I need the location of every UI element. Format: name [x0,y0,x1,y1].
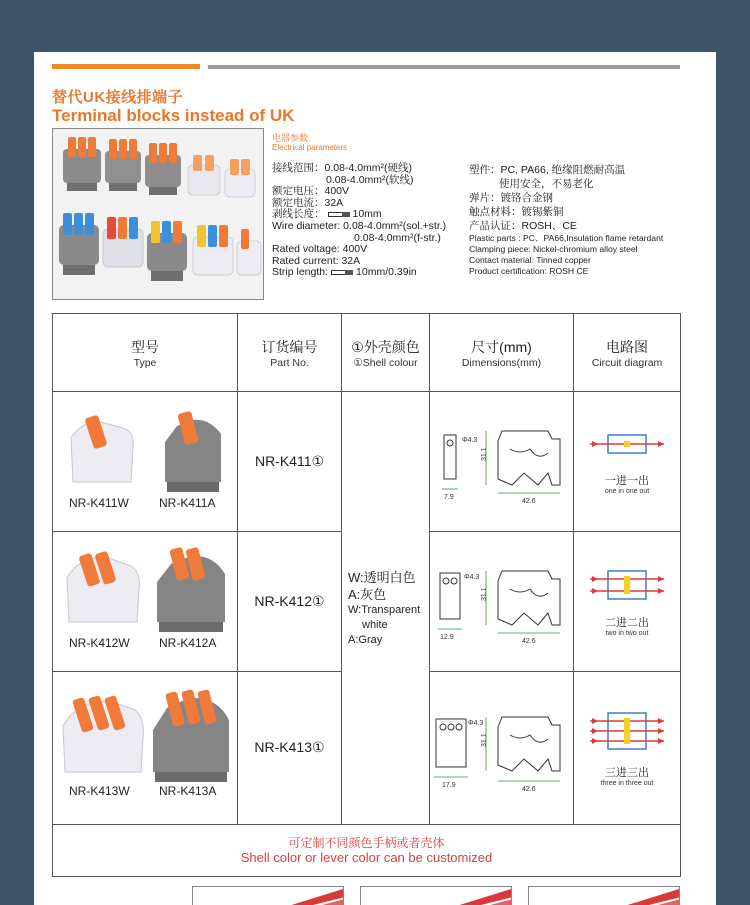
dimension-drawing-k411 [430,409,574,509]
dim-diameter: Φ4.3 [464,574,480,581]
strip-length-en-label: Strip length: [272,266,329,279]
strip-length-cn-value: 10mm [352,208,382,221]
wire-image [193,887,344,905]
part-no-cell [238,392,342,532]
strip-length-en-value: 10mm/0.39in [356,266,417,279]
mixed-terminal [103,217,143,267]
colour-a-cn: A:灰色 [348,586,387,602]
cert-en: Product certification: ROSH CE [469,266,589,276]
circuit-diagram-k412 [582,567,672,603]
bottom-card [360,886,512,905]
circuit-label-en: two in two out [605,629,649,637]
circuit-cell [574,392,681,532]
header-dimensions [430,314,574,392]
circuit-diagram-k413 [582,709,672,753]
divider-bar [208,65,680,69]
model-image-k413 [53,682,238,792]
model-cell-inner [53,392,237,531]
dim-height: 31.1 [481,732,488,747]
model-cell-inner [53,532,237,671]
wire-image [361,887,512,905]
strip-length-en [272,267,446,279]
header-circuit-cn: 电路图 [606,338,648,355]
colour-list [342,569,429,648]
wire-strip-icon [331,270,353,275]
circuit-label-en: one in one out [604,487,650,495]
wire-strip-icon [328,212,350,217]
title-en: Terminal blocks instead of UK [52,106,295,125]
bottom-card [528,886,680,905]
circuit-cell [574,672,681,825]
plastic-en: Plastic parts : PC、PA66,Insulation flame retardant [469,233,664,243]
product-photo-svg [53,129,264,300]
header-dimensions-cn: 尺寸(mm) [471,338,532,355]
wire-range-cn-2: 0.08-4.0mm²(软线) [326,173,414,186]
dim-length: 42.6 [522,498,536,505]
material-params [469,163,663,277]
dimension-cell [430,532,574,672]
customization-note-cn: 可定制不同颜色手柄或者壳体 [288,835,445,850]
clear-terminal-k411w [71,415,133,482]
params-heading-cn: 电器参数 [272,133,309,143]
dimension-drawing-k412 [430,549,574,649]
model-a-label: NR-K412A [159,636,217,650]
model-image-k411 [53,398,238,498]
model-w-label: NR-K412W [69,636,130,650]
title-cn: 替代UK接线排端子 [52,89,184,106]
part-no-cell [238,532,342,672]
dim-height: 31.1 [481,587,488,601]
circuit-label-cn: 二进二出 [605,616,649,629]
wire-diameter-en-2: 0.08-4.0mm²(f-str.) [354,231,441,244]
header-partno [238,314,342,392]
model-cell-inner [53,672,237,824]
part-no-cell [238,672,342,825]
model-cell [53,672,238,825]
blue-terminal [59,213,99,275]
part-no: NR-K413① [254,739,325,755]
model-cell [53,392,238,532]
strip-length-cn-label: 剥线长度： [272,208,325,221]
frame-left [0,0,34,905]
current-cn: 额定电流：32A [272,196,344,209]
gray-terminal-3 [145,143,181,195]
header-circuit [574,314,681,392]
header-type [53,314,238,392]
model-a-label: NR-K411A [159,496,216,510]
clear-terminal-3 [193,225,233,275]
circuit-label-cn: 一进一出 [605,474,649,487]
wire-diameter-en: Wire diameter: 0.08-4.0mm²(sol.+str.) [272,219,447,232]
model-cell [53,532,238,672]
colour-w-en: W:Transparent [348,603,421,616]
circuit-label-en: three in three out [600,780,654,787]
gray-terminal-k411a [165,411,221,492]
colour-w-en-2: white [362,618,388,631]
voltage-en: Rated voltage: 400V [272,243,368,256]
colour-cell [342,392,430,825]
plastic-cn: 塑件：PC, PA66, 绝缘阻燃耐高温 [469,164,626,176]
gray-terminal-2 [105,139,141,191]
header-partno-en: Part No. [270,356,309,369]
circuit-diagram-k411 [582,429,672,461]
header-row [53,314,681,392]
current-en: Rated current: 32A [272,254,361,267]
dim-width: 7.9 [444,494,454,501]
plastic-cn-2: 使用安全，不易老化 [499,178,594,190]
dimension-drawing-k413 [430,691,574,801]
header-type-cn: 型号 [131,338,159,355]
gray-terminal-1 [63,137,101,191]
model-w-label: NR-K411W [69,496,129,510]
table-row [53,392,681,532]
gray-terminal-k413a [153,689,229,782]
clear-terminal-k413w [63,695,143,772]
dim-length: 42.6 [522,638,536,645]
contact-cn: 触点材料：镀锡紫铜 [469,206,564,218]
dimension-cell [430,672,574,825]
part-no: NR-K411① [254,452,325,469]
spring-cn: 弹片：镀铬合金钢 [469,192,553,204]
header-colour-en: ①Shell colour [353,356,418,369]
contact-en: Contact material: Tinned copper [469,255,591,265]
colour-w-cn: W:透明白色 [348,569,416,585]
accent-bar [52,64,200,69]
circuit-cell [574,532,681,672]
colour-a-en: A:Gray [348,633,383,646]
header-dimensions-en: Dimensions(mm) [461,356,542,369]
customization-note [53,825,681,877]
wire-image [529,887,680,905]
cert-cn: 产品认证：ROSH、CE [469,220,577,232]
dim-height: 31.1 [481,447,488,461]
header-type-en: Type [133,356,157,369]
header-circuit-en: Circuit diagram [591,356,663,369]
clamp-en: Clamping piece: Nickel-chromium alloy steel [469,244,638,254]
dim-width: 17.9 [442,781,456,789]
header-partno-cn: 订货编号 [261,338,318,355]
circuit-label-cn: 三进三出 [605,767,649,779]
spec-table [52,313,681,877]
model-image-k412 [53,538,238,638]
dimension-cell [430,392,574,532]
top-band [0,0,750,52]
voltage-cn: 额定电压：400V [272,185,350,198]
customization-note-en: Shell color or lever color can be customized [240,849,493,865]
bottom-card [192,886,344,905]
clear-terminal-k412w [67,551,139,622]
model-a-label: NR-K413A [159,784,217,798]
dim-length: 42.6 [522,785,536,793]
electrical-params [272,163,446,279]
dim-diameter: Φ4.3 [468,719,484,727]
header-colour [342,314,430,392]
dim-diameter: Φ4.3 [462,437,478,444]
dim-width: 12.9 [440,634,454,641]
frame-right [716,0,750,905]
params-heading-en: Electrical parameters [272,143,348,152]
yellow-terminal [147,221,187,281]
product-photo [52,128,264,300]
footer-row [53,825,681,877]
header-colour-cn: ①外壳颜色 [351,338,420,355]
wire-range-cn: 接线范围：0.08-4.0mm²(硬线) [272,162,413,174]
part-no: NR-K412① [254,592,325,609]
gray-terminal-k412a [157,547,225,632]
model-w-label: NR-K413W [69,784,130,798]
